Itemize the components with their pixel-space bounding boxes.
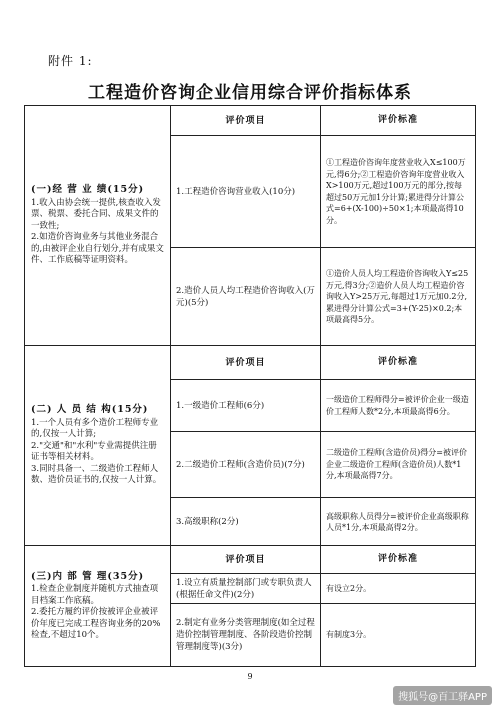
header-standard: 评价标准 xyxy=(377,553,418,564)
header-item: 评价项目 xyxy=(171,106,321,135)
section-title: (三)内 部 管 理(35分) xyxy=(31,570,145,582)
header-standard: 评价标准 xyxy=(377,356,418,367)
standard-cell: 有设立2分。 xyxy=(326,583,372,593)
table-row xyxy=(171,248,475,346)
note-text: 2.如造价咨询业务与其他业务混合的,由被评企业自行划分,并有成果文件、工作底稿等证明资料。 xyxy=(31,232,164,266)
evaluation-table xyxy=(24,105,476,667)
table-row xyxy=(171,432,475,498)
item-cell: 1.设立有质量控制部门或专职负责人(根据任命文件)(2分) xyxy=(171,574,321,603)
watermark: 搜狐号@百工驿APP xyxy=(393,686,492,705)
section-title: (二) 人 员 结 构(15分) xyxy=(31,404,149,416)
note-text: 1.一个人员有多个造价工程师专业的,仅按一人计算; xyxy=(31,417,159,440)
section-criteria xyxy=(171,106,475,345)
table-row xyxy=(171,574,475,604)
document-title: 工程造价咨询企业信用综合评价指标体系 xyxy=(88,83,412,103)
section-operating-performance xyxy=(25,106,475,346)
section-criteria xyxy=(171,346,475,545)
item-cell: 2.造价人员人均工程造价咨询收入(万元)(5分) xyxy=(171,248,321,346)
standard-cell: 高级职称人员得分=被评价企业高级职称人员*1分,本项最高得2分。 xyxy=(326,511,469,532)
header-item: 评价项目 xyxy=(171,546,321,573)
table-header-row xyxy=(171,346,475,380)
table-header-row xyxy=(171,546,475,574)
table-row xyxy=(171,498,475,546)
table-row xyxy=(171,604,475,666)
header-standard: 评价标准 xyxy=(377,114,418,125)
item-cell: 1.一级造价工程师(6分) xyxy=(171,380,321,431)
note-text: 1.收入由协会统一提供,核查收入发票、税票、委托合同、成果文件的一致性; xyxy=(31,197,161,231)
note-text: 2."交通"和"水利"专业需提供注册证书等相关材料。 xyxy=(31,440,157,463)
section-criteria xyxy=(171,546,475,666)
standard-cell: 二级造价工程师(含造价员)得分=被评价企业二级造价工程师(含造价员)人数*1分,本项最高得7分。 xyxy=(326,448,467,481)
item-cell: 1.工程造价咨询营业收入(10分) xyxy=(171,136,321,247)
standard-cell: 一级造价工程师得分=被评价企业一级造价工程师人数*2分,本项最高得6分。 xyxy=(326,395,469,416)
note-text: 2.委托方履约评价按被评企业被评价年度已完成工程咨询业务的20%检查,不超过10个。 xyxy=(31,607,161,640)
note-text: 3.同时具备一、二级造价工程师人数、造价员证书的,仅按一人计算。 xyxy=(31,463,162,486)
note-text: 1.检查企业制度并随机方式抽查项目档案工作底稿。 xyxy=(31,584,159,606)
section-notes xyxy=(25,346,171,545)
section-title: (一)经 营 业 绩(15分) xyxy=(31,184,145,196)
table-row xyxy=(171,380,475,432)
section-personnel-structure xyxy=(25,346,475,546)
section-notes xyxy=(25,106,171,345)
header-item: 评价项目 xyxy=(171,346,321,379)
standard-cell: 有制度3分。 xyxy=(326,630,372,640)
attachment-label: 附件 1: xyxy=(48,54,93,68)
item-cell: 2.二级造价工程师(含造价员)(7分) xyxy=(171,432,321,497)
table-header-row xyxy=(171,106,475,136)
standard-cell: ①造价人员人均工程造价咨询收入Y≤25万元,得3分;②造价人员人均工程造价咨询收入Y>25万元,每超过1万元加0.2分,累进得分计算公式=3+(Y-25)×0.2;本项最高得5分。 xyxy=(326,269,469,325)
section-internal-management xyxy=(25,546,475,666)
item-cell: 3.高级职称(2分) xyxy=(171,498,321,546)
item-cell: 2.制定有业务分类管理制度(如全过程造价控制管理制度、各阶段造价控制管理制度等)(3分) xyxy=(171,604,321,666)
section-notes xyxy=(25,546,171,666)
page-number: 9 xyxy=(247,672,253,681)
table-row xyxy=(171,136,475,248)
standard-cell: ①工程造价咨询年度营业收入X≤100万元,得6分;②工程造价咨询年度营业收入X>100万元,超过100万元的部分,按每超过50万元加1分计算;累进得分计算公式=6+(X-100)÷50×1;本项最高得10分。 xyxy=(326,158,466,225)
